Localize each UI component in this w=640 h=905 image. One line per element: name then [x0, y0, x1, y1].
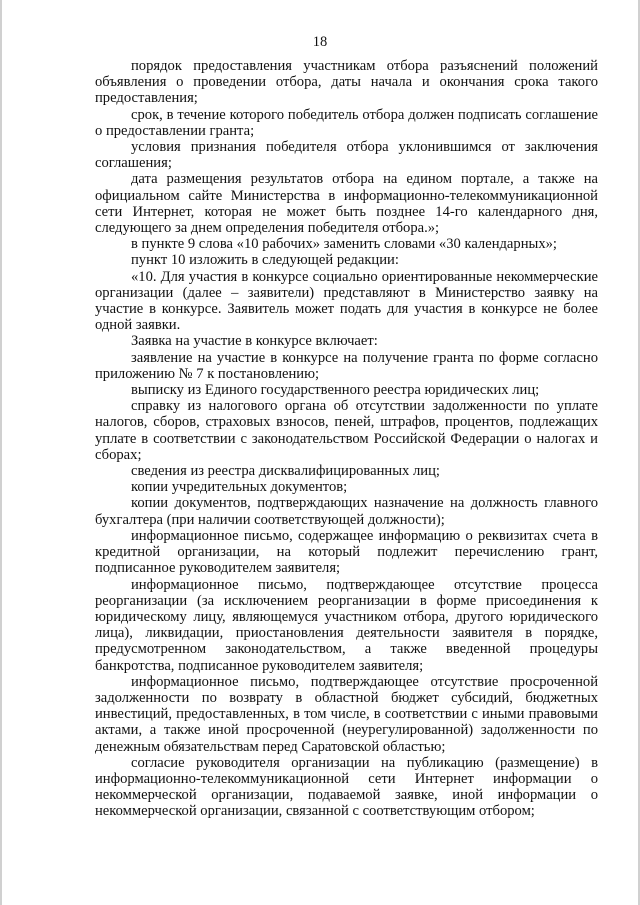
page-number: 18: [312, 34, 328, 50]
paragraph: условия признания победителя отбора уклонившимся от заключения соглашения;: [95, 139, 598, 172]
paragraph: пункт 10 изложить в следующей редакции:: [131, 252, 399, 269]
paragraph: справку из налогового органа об отсутствии задолженности по уплате налогов, сборов, страховых взносов, пеней, штрафов, процентов, подлежащих уплате в соответствии с законодательством Российской Федерации о налогах и сборах;: [95, 398, 598, 463]
paragraph: информационное письмо, подтверждающее отсутствие просроченной задолженности по возврату в областной бюджет субсидий, бюджетных инвестиций, предоставленных, в том числе, в соответствии с иными правовыми актами, а также иной просроченной (неурегулированной) задолженности по денежным обязательствам перед Саратовской областью;: [95, 673, 598, 755]
paragraph: срок, в течение которого победитель отбора должен подписать соглашение о предоставлении гранта;: [95, 106, 598, 139]
paragraph: в пункте 9 слова «10 рабочих» заменить словами «30 календарных»;: [131, 236, 557, 253]
paragraph: копии учредительных документов;: [131, 479, 348, 496]
paragraph: сведения из реестра дисквалифицированных лиц;: [131, 463, 440, 480]
paragraph: информационное письмо, содержащее информацию о реквизитах счета в кредитной организации, на который подлежит перечислению грант, подписанное руководителем заявителя;: [95, 527, 598, 577]
paragraph: дата размещения результатов отбора на едином портале, а также на официальном сайте Министерства в информационно-телекоммуникационной сети Интернет, которая не может быть позднее 14-го календарного дня, следующего за днем определения победителя отбора.»;: [95, 171, 598, 237]
paragraph: согласие руководителя организации на публикацию (размещение) в информационно-телекоммуникационной сети Интернет информации о некоммерческой организации, подаваемой заявке, иной информации о некоммерческой организации, связанной с соответствующим отбором;: [95, 754, 598, 820]
paragraph: Заявка на участие в конкурсе включает:: [131, 333, 378, 350]
paragraph: заявление на участие в конкурсе на получение гранта по форме согласно приложению № 7 к постановлению;: [95, 349, 598, 382]
body-text: [95, 58, 598, 820]
paragraph: «10. Для участия в конкурсе социально ориентированные некоммерческие организации (далее – заявители) представляют в Министерство заявку на участие в конкурсе. Заявитель может подать для участия в конкурсе не более одной заявки.: [95, 268, 598, 334]
paragraph: выписку из Единого государственного реестра юридических лиц;: [131, 382, 540, 399]
scan-edge-left: [0, 0, 2, 905]
paragraph: порядок предоставления участникам отбора разъяснений положений объявления о проведении отбора, даты начала и окончания срока такого предоставления;: [95, 58, 598, 107]
paragraph: информационное письмо, подтверждающее отсутствие процесса реорганизации (за исключением реорганизации в форме присоединения к юридическому лицу, являющемуся участником отбора, другого юридического лица), ликвидации, приостановления деятельности заявителя в порядке, предусмотренном законодательством, а также введенной процедуры банкротства, подписанное руководителем заявителя;: [95, 576, 598, 674]
paragraph: копии документов, подтверждающих назначение на должность главного бухгалтера (при наличии соответствующей должности);: [95, 495, 598, 528]
